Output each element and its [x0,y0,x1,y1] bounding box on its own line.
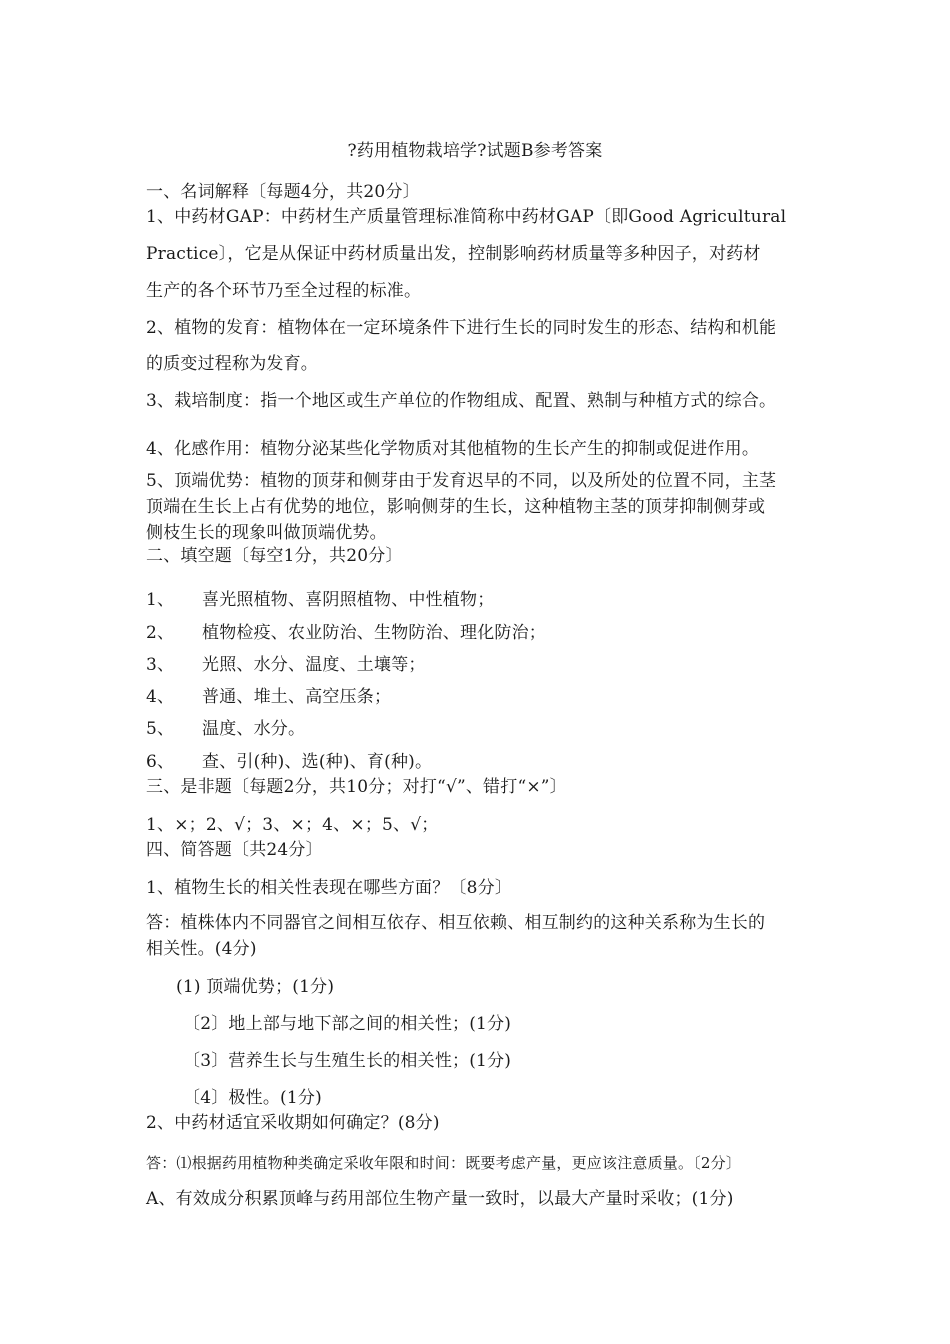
fill-item-number: 1、 [146,590,175,610]
fill-item-text: 温度、水分。 [202,719,306,739]
fill-item-text: 植物检疫、农业防治、生物防治、理化防治； [202,623,546,643]
section-heading-truefalse: 三、是非题〔每题2分，共10分；对打“√”、错打“×”〕 [146,777,567,797]
term-1-line-3: 生产的各个环节乃至全过程的标准。 [146,281,422,301]
fill-item-text: 普通、堆土、高空压条； [202,687,392,707]
fill-item [146,717,305,741]
fill-item-text: 光照、水分、温度、土壤等； [202,655,426,675]
fill-item-number: 5、 [146,719,175,739]
term-5-line-3: 侧枝生长的现象叫做顶端优势。 [146,523,387,543]
answer-point: 〔2〕地上部与地下部之间的相关性；(1分) [183,1014,512,1034]
fill-item-text: 喜光照植物、喜阴照植物、中性植物； [202,590,495,610]
term-3: 3、栽培制度：指一个地区或生产单位的作物组成、配置、熟制与种植方式的综合。 [146,391,777,411]
fill-item-text: 查、引(种)、选(种)、育(种)。 [202,752,433,772]
fill-item [146,653,426,677]
short-answer-2-point-a: A、有效成分积累顶峰与药用部位生物产量一致时，以最大产量时采收；(1分) [146,1189,734,1209]
answer-point: 〔4〕极性。(1分) [183,1088,322,1108]
short-question-2: 2、中药材适宜采收期如何确定？(8分) [146,1113,440,1133]
fill-item-number: 3、 [146,655,175,675]
term-1-line-2: Practice〕，它是从保证中药材质量出发，控制影响药材质量等多种因子，对药材 [146,244,761,264]
fill-item [146,685,391,709]
fill-item [146,621,546,645]
section-heading-terms: 一、名词解释〔每题4分，共20分〕 [146,182,420,202]
fill-item [146,588,494,612]
answer-point: 〔3〕营养生长与生殖生长的相关性；(1分) [183,1051,512,1071]
section-heading-short-answer: 四、简答题〔共24分〕 [146,840,323,860]
answer-point: (1) 顶端优势；(1分) [176,977,335,997]
short-question-1: 1、植物生长的相关性表现在哪些方面？〔8分〕 [146,878,513,898]
term-5-line-1: 5、顶端优势：植物的顶芽和侧芽由于发育迟早的不同，以及所处的位置不同，主茎 [146,471,777,491]
term-2-line-1: 2、植物的发育：植物体在一定环境条件下进行生长的同时发生的形态、结构和机能 [146,318,777,338]
short-answer-1-line-1: 答：植株体内不同器官之间相互依存、相互依赖、相互制约的这种关系称为生长的 [146,913,766,933]
short-answer-1-line-2: 相关性。(4分) [146,939,257,959]
fill-item-number: 4、 [146,687,175,707]
section-heading-fill: 二、填空题〔每空1分，共20分〕 [146,546,403,566]
truefalse-answers: 1、×；2、√；3、×；4、×；5、√； [146,815,439,835]
fill-item-number: 2、 [146,623,175,643]
fill-item [146,750,432,774]
fill-item-number: 6、 [146,752,175,772]
page-title: ?药用植物栽培学?试题B参考答案 [347,141,603,161]
term-1-line-1: 1、中药材GAP：中药材生产质量管理标准简称中药材GAP〔即Good Agricultural [146,207,787,227]
term-5-line-2: 顶端在生长上占有优势的地位，影响侧芽的生长，这种植物主茎的顶芽抑制侧芽或 [146,497,766,517]
term-2-line-2: 的质变过程称为发育。 [146,354,318,374]
short-answer-2: 答：⑴根据药用植物种类确定采收年限和时间：既要考虑产量，更应该注意质量。〔2分〕 [146,1154,742,1172]
term-4: 4、化感作用：植物分泌某些化学物质对其他植物的生长产生的抑制或促进作用。 [146,439,760,459]
